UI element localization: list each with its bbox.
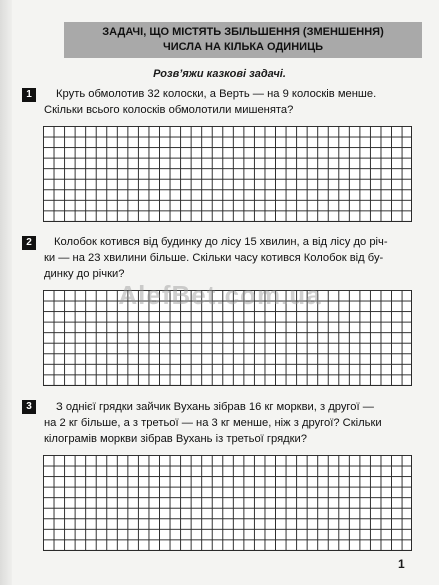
page-number: 1 bbox=[398, 557, 405, 571]
page-edge-shadow bbox=[0, 0, 12, 585]
task-2-answer-grid[interactable] bbox=[43, 290, 412, 386]
task-1-text bbox=[44, 86, 376, 118]
task-1-line-2: Скільки всього колосків обмолотили мишенята? bbox=[44, 104, 294, 116]
task-1-line-1: Круть обмолотив 32 колоски, а Верть — на 9 колосків менше. bbox=[56, 88, 377, 100]
task-3-line-3: кілограмів моркви зібрав Вухань із третьої грядки? bbox=[44, 433, 308, 445]
instruction-subtitle: Розв’яжи казкові задачі. bbox=[153, 68, 286, 80]
task-2-number-badge: 2 bbox=[22, 236, 36, 250]
task-3-text bbox=[44, 399, 382, 447]
header-line-1: ЗАДАЧІ, ЩО МІСТЯТЬ ЗБІЛЬШЕННЯ (ЗМЕНШЕННЯ) bbox=[102, 26, 384, 38]
task-1-number-badge: 1 bbox=[22, 88, 36, 102]
task-2-text bbox=[44, 234, 388, 282]
task-3-line-1: З однієї грядки зайчик Вухань зібрав 16 кг моркви, з другої — bbox=[56, 401, 374, 413]
task-3-number-badge: 3 bbox=[22, 400, 36, 414]
watermark-text: AlefBet.com.ua bbox=[118, 280, 322, 310]
task-2-line-2: ки — на 23 хвилини більше. Скільки часу котився Колобок від бу- bbox=[44, 252, 384, 264]
page-header bbox=[64, 22, 422, 58]
task-2-line-1: Колобок котився від будинку до лісу 15 хвилин, а від лісу до річ- bbox=[54, 236, 388, 248]
task-1-answer-grid[interactable] bbox=[43, 126, 412, 222]
header-line-2: ЧИСЛА НА КІЛЬКА ОДИНИЦЬ bbox=[162, 41, 324, 53]
task-3-line-2: на 2 кг більше, а з третьої — на 3 кг менше, ніж з другої? Скільки bbox=[44, 417, 382, 429]
task-2-line-3: динку до річки? bbox=[44, 268, 125, 280]
task-3-answer-grid[interactable] bbox=[43, 455, 412, 551]
